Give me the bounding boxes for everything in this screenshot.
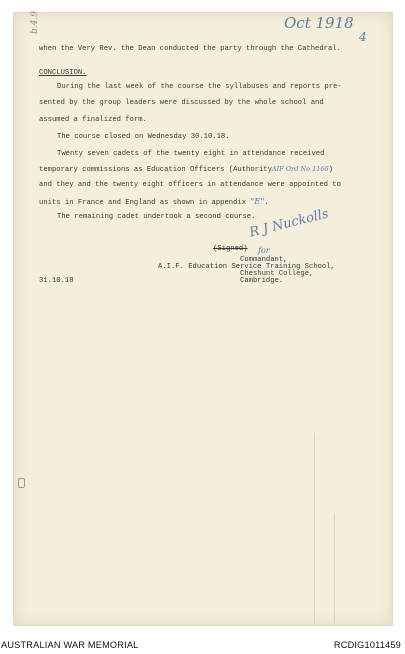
signatory-title: Commandant,: [240, 256, 288, 264]
text-fragment: ): [328, 166, 333, 174]
signatory-city: Cambridge.: [240, 277, 284, 285]
signatory-place: Cheshunt College,: [240, 270, 314, 278]
text-line: [39, 165, 333, 174]
signature: R J Nuckolls: [248, 206, 331, 241]
text-fragment: units in France and England as shown in appendix: [39, 199, 247, 207]
text-line: The remaining cadet undertook a second course.: [57, 213, 256, 221]
appendix-letter: "E": [250, 197, 265, 207]
text-line: assumed a finalized form.: [39, 116, 147, 124]
section-heading: CONCLUSION.: [39, 69, 87, 77]
margin-note: b.4.9: [30, 11, 40, 34]
document-date: 31.10.18: [39, 277, 74, 285]
text-line: During the last week of the course the syllabuses and reports pre-: [57, 83, 342, 91]
page-number: 4: [359, 30, 367, 44]
signed-word: (Signed): [213, 245, 248, 253]
authority-insert: AIF Ord No 1166: [271, 165, 329, 173]
footer-source: AUSTRALIAN WAR MEMORIAL: [1, 640, 139, 650]
signature-for: for: [258, 246, 270, 255]
text-line: Twenty seven cadets of the twenty eight in attendance received: [57, 150, 325, 158]
signatory-unit: A.I.F. Education Service Training School,: [158, 263, 335, 271]
fold-crease: [334, 513, 335, 623]
text-line: The course closed on Wednesday 30.10.18.: [57, 133, 230, 141]
paper-mark: [18, 478, 25, 488]
text-line: [39, 197, 269, 207]
fold-crease: [314, 433, 315, 623]
date-annotation: Oct 1918: [284, 14, 354, 32]
footer-record-id: RCDIG1011459: [333, 640, 401, 650]
text-fragment: .: [264, 199, 269, 207]
text-line: sented by the group leaders were discussed by the whole school and: [39, 99, 324, 107]
text-line: when the Very Rev. the Dean conducted the party through the Cathedral.: [39, 45, 341, 53]
text-line: and they and the twenty eight officers in attendance were appointed to: [39, 181, 341, 189]
text-fragment: temporary commissions as Education Officers (Authority: [39, 166, 272, 174]
